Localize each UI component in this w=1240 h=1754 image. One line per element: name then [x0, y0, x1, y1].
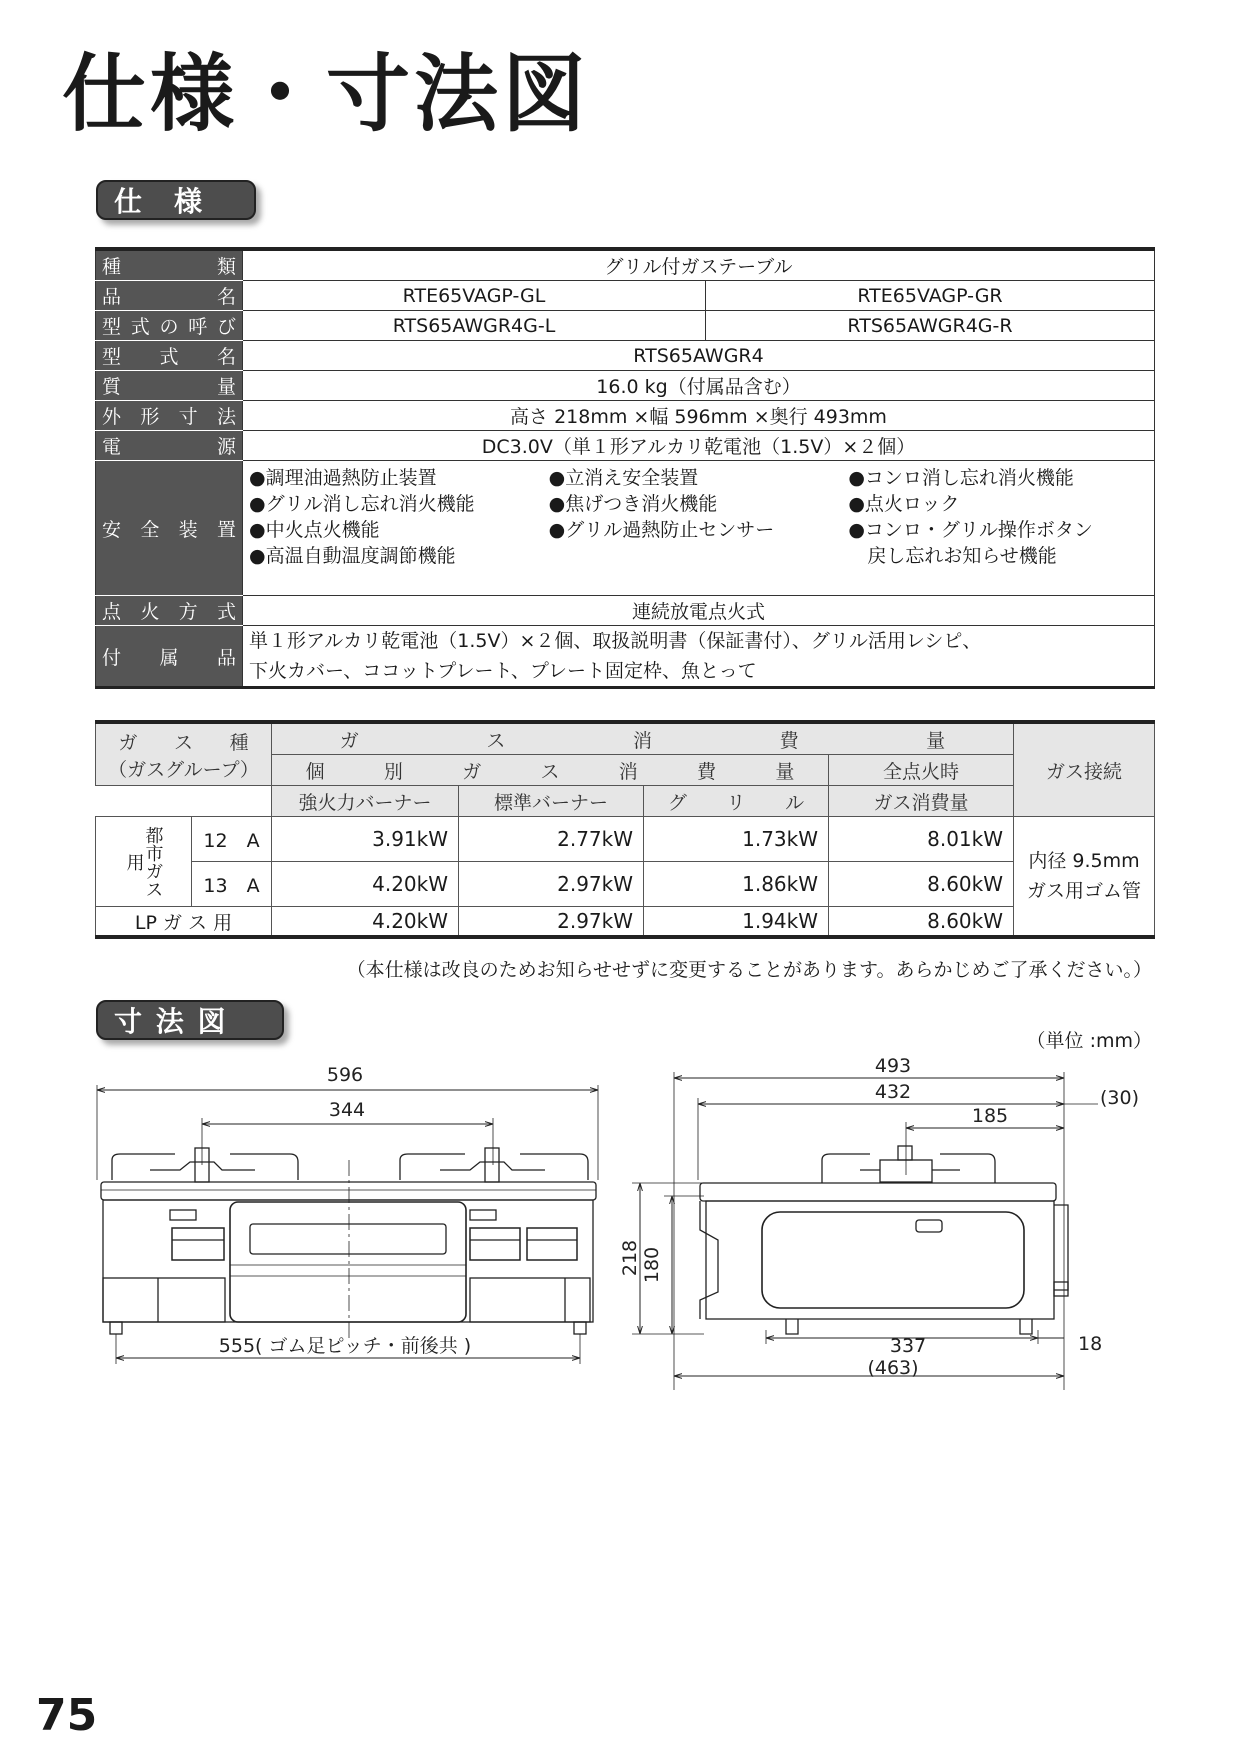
section-header-spec: 仕 様	[96, 180, 256, 220]
safety-item: ●グリル過熱防止センサー	[548, 519, 775, 541]
gas-value: 4.20kW	[272, 907, 459, 938]
dim-burner-pitch: 344	[328, 1099, 366, 1121]
safety-item: ●コンロ消し忘れ消火機能	[848, 467, 1074, 489]
page-number: 75	[36, 1690, 98, 1741]
dim-burner-depth: 185	[971, 1105, 1009, 1127]
total-header-2: ガス消費量	[829, 786, 1014, 817]
gas-value: 1.73kW	[644, 817, 829, 862]
dim-front-width: 596	[326, 1064, 364, 1086]
gas-type-header: ガ ス 種 （ガスグループ）	[96, 722, 272, 786]
dim-foot-depth: 337	[889, 1335, 927, 1357]
safety-item: ●コンロ・グリル操作ボタン	[848, 519, 1093, 541]
spec-value: 高さ 218mm ×幅 596mm ×奥行 493mm	[243, 401, 1155, 431]
section-header-dimension: 寸 法 図	[96, 1000, 284, 1040]
dim-foot-back: 18	[1078, 1333, 1103, 1355]
front-view	[97, 1085, 598, 1364]
consumption-header: ガ ス 消 費 量	[272, 722, 1014, 755]
dim-foot-depth-total: (463)	[867, 1357, 919, 1379]
spec-note: （本仕様は改良のためお知らせせずに変更することがあります。あらかじめご了承ください。）	[346, 959, 1152, 981]
gas-value: 1.94kW	[644, 907, 829, 938]
spec-label: 型 式 の 呼 び	[96, 311, 243, 341]
spec-label: 種 類	[96, 249, 243, 281]
spec-value: 連続放電点火式	[243, 596, 1155, 626]
safety-item: ●中火点火機能	[249, 519, 380, 541]
gas-value: 2.77kW	[459, 817, 644, 862]
spec-value: RTE65VAGP-GR	[706, 281, 1155, 311]
safety-item: ●焦げつき消火機能	[548, 493, 718, 515]
gas-value: 2.97kW	[459, 907, 644, 938]
dim-height-inner: 180	[641, 1246, 663, 1284]
spec-label: 品 名	[96, 281, 243, 311]
spec-value: 16.0 kg（付属品含む）	[243, 371, 1155, 401]
dim-depth-inner: 432	[874, 1081, 912, 1103]
individual-header: 個 別 ガ ス 消 費 量	[272, 755, 829, 786]
spec-value: DC3.0V（単１形アルカリ乾電池（1.5V）×２個）	[243, 431, 1155, 461]
gas-value: 2.97kW	[459, 862, 644, 907]
strong-burner-header: 強火力バーナー	[272, 786, 459, 817]
spec-value: RTS65AWGR4G-L	[243, 311, 706, 341]
spec-value: グリル付ガステーブル	[243, 249, 1155, 281]
spec-label: 外 形 寸 法	[96, 401, 243, 431]
page-title: 仕様・寸法図	[62, 44, 591, 143]
side-view	[632, 1072, 1098, 1390]
gas-name: 13 A	[192, 862, 272, 907]
spec-value: RTS65AWGR4G-R	[706, 311, 1155, 341]
spec-value: RTS65AWGR4	[243, 341, 1155, 371]
gas-value: 8.01kW	[829, 817, 1014, 862]
gas-value: 8.60kW	[829, 862, 1014, 907]
safety-item: ●グリル消し忘れ消火機能	[249, 493, 475, 515]
total-header-1: 全点火時	[829, 755, 1014, 786]
safety-item: ●高温自動温度調節機能	[249, 545, 456, 567]
spec-label: 型 式 名	[96, 341, 243, 371]
dim-back-offset: (30)	[1100, 1087, 1140, 1109]
spec-label: 点 火 方 式	[96, 596, 243, 626]
gas-consumption-table	[95, 720, 1155, 939]
standard-burner-header: 標準バーナー	[459, 786, 644, 817]
accessory-line: 単１形アルカリ乾電池（1.5V）×２個、取扱説明書（保証書付）、グリル活用レシピ、	[249, 630, 982, 652]
gas-value: 4.20kW	[272, 862, 459, 907]
city-gas-label: 都市ガス用	[96, 817, 192, 907]
accessory-line: 下火カバー、ココットプレート、プレート固定枠、魚とって	[249, 660, 757, 682]
spec-label: 付 属 品	[96, 626, 243, 688]
accessories	[243, 626, 1155, 688]
dim-foot-pitch: 555( ゴム足ピッチ・前後共 )	[218, 1335, 472, 1357]
gas-name: 12 A	[192, 817, 272, 862]
safety-features	[243, 461, 1155, 596]
spec-label: 安 全 装 置	[96, 461, 243, 596]
spec-value: RTE65VAGP-GL	[243, 281, 706, 311]
connection-value: 内径 9.5mm ガス用ゴム管	[1014, 817, 1155, 938]
safety-item	[549, 543, 849, 569]
spec-label: 質 量	[96, 371, 243, 401]
dim-height: 218	[619, 1239, 641, 1277]
grill-header: グ リ ル	[644, 786, 829, 817]
safety-item: 戻し忘れお知らせ機能	[848, 545, 1057, 567]
safety-item: ●調理油過熱防止装置	[249, 467, 437, 489]
gas-value: 1.86kW	[644, 862, 829, 907]
unit-label: （単位 :mm）	[1026, 1030, 1152, 1052]
spec-label: 電 源	[96, 431, 243, 461]
safety-item: ●点火ロック	[848, 493, 960, 515]
safety-item: ●立消え安全装置	[548, 467, 699, 489]
gas-name: LP ガ ス 用	[96, 907, 272, 938]
gas-value: 8.60kW	[829, 907, 1014, 938]
connection-header: ガス接続	[1014, 722, 1155, 817]
dim-depth: 493	[874, 1055, 912, 1077]
spec-table	[95, 247, 1155, 689]
gas-value: 3.91kW	[272, 817, 459, 862]
